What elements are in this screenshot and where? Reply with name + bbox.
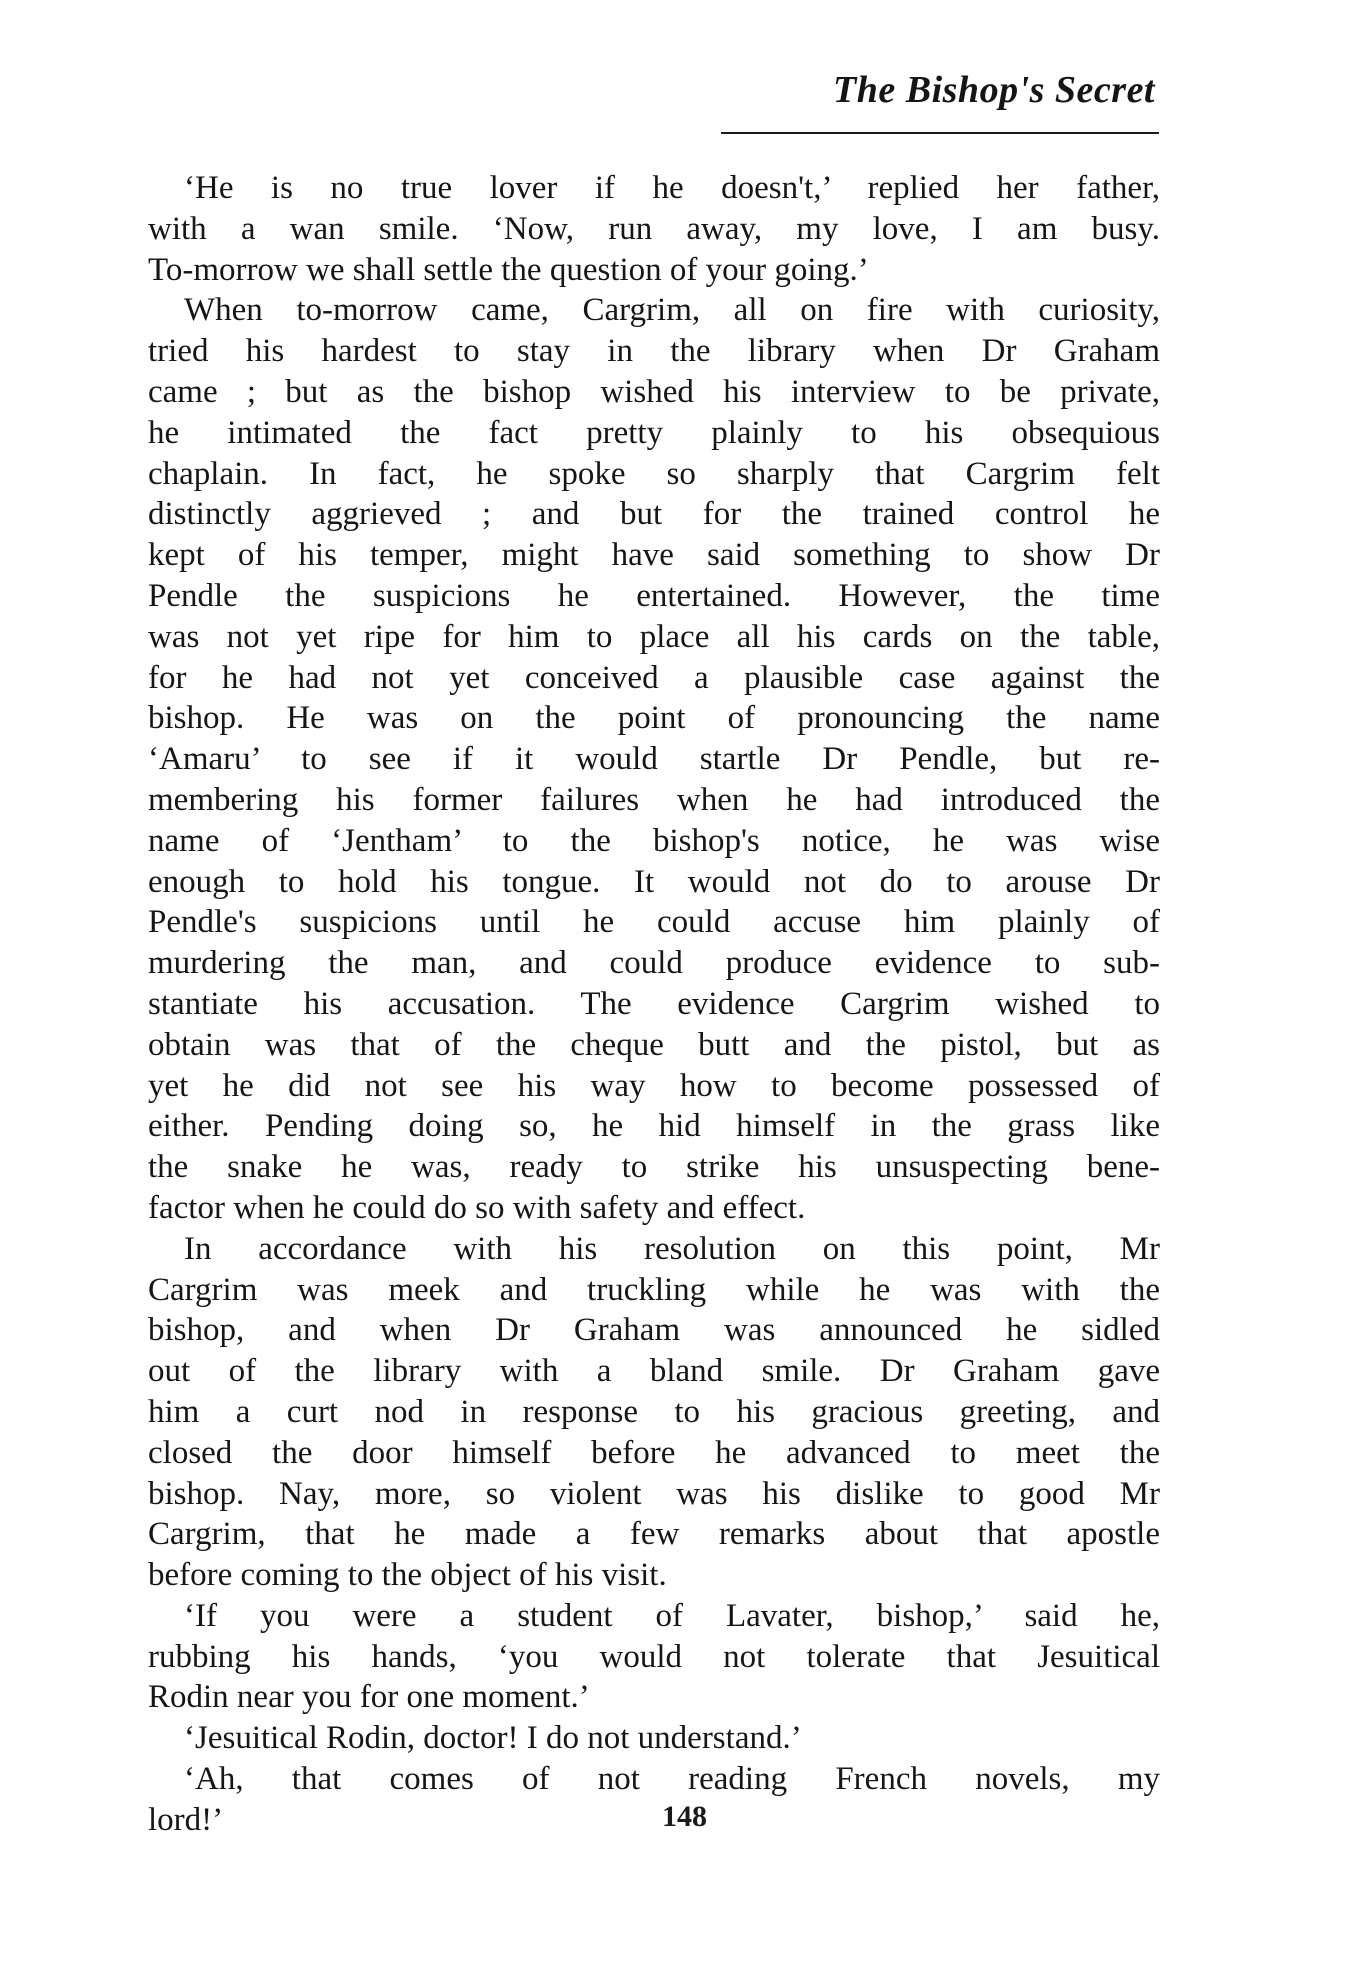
text-line: bishop, and when Dr Graham was announced he sidled <box>148 1312 1160 1349</box>
text-line: In accordance with his resolution on this point, Mr <box>184 1230 1160 1267</box>
text-line: ‘Jesuitical Rodin, doctor! I do not understand.’ <box>184 1720 802 1757</box>
text-line: rubbing his hands, ‘you would not tolerate that Jesuitical <box>148 1638 1160 1675</box>
text-line: Pendle's suspicions until he could accuse him plainly of <box>148 904 1160 941</box>
text-line: enough to hold his tongue. It would not do to arouse Dr <box>148 863 1160 900</box>
body-text <box>148 168 1160 1841</box>
text-line: the snake he was, ready to strike his unsuspecting bene- <box>148 1149 1160 1186</box>
text-line: membering his former failures when he had introduced the <box>148 781 1160 818</box>
text-line: he intimated the fact pretty plainly to his obsequious <box>148 414 1160 451</box>
text-line: bishop. He was on the point of pronouncing the name <box>148 700 1160 737</box>
text-line: with a wan smile. ‘Now, run away, my love, I am busy. <box>148 210 1160 247</box>
text-line: came ; but as the bishop wished his interview to be private, <box>148 373 1160 410</box>
text-line: for he had not yet conceived a plausible case against the <box>148 659 1160 696</box>
text-line: Pendle the suspicions he entertained. However, the time <box>148 577 1160 614</box>
text-line: stantiate his accusation. The evidence Cargrim wished to <box>148 985 1160 1022</box>
text-line: bishop. Nay, more, so violent was his dislike to good Mr <box>148 1475 1160 1512</box>
text-line: before coming to the object of his visit. <box>148 1557 667 1594</box>
text-line: name of ‘Jentham’ to the bishop's notice, he was wise <box>148 822 1160 859</box>
text-line: ‘He is no true lover if he doesn't,’ replied her father, <box>184 170 1160 206</box>
text-line: Rodin near you for one moment.’ <box>148 1679 590 1716</box>
text-line: obtain was that of the cheque butt and the pistol, but as <box>148 1026 1160 1063</box>
running-head-title: The Bishop's Secret <box>833 69 1155 111</box>
page-number: 148 <box>662 1800 707 1833</box>
text-line: murdering the man, and could produce evidence to sub- <box>148 945 1160 982</box>
text-line: ‘Ah, that comes of not reading French novels, my <box>184 1761 1160 1798</box>
text-line: chaplain. In fact, he spoke so sharply that Cargrim felt <box>148 455 1160 492</box>
text-line: ‘Amaru’ to see if it would startle Dr Pendle, but re- <box>148 741 1160 778</box>
text-line: yet he did not see his way how to become possessed of <box>148 1067 1160 1104</box>
text-line: factor when he could do so with safety and effect. <box>148 1189 806 1226</box>
header-rule <box>721 132 1159 134</box>
text-line: either. Pending doing so, he hid himself in the grass like <box>148 1108 1160 1145</box>
text-line: out of the library with a bland smile. Dr Graham gave <box>148 1353 1160 1390</box>
text-line: tried his hardest to stay in the library when Dr Graham <box>148 333 1160 370</box>
text-line: kept of his temper, might have said something to show Dr <box>148 537 1160 574</box>
text-line: distinctly aggrieved ; and but for the trained control he <box>148 496 1160 533</box>
text-line: him a curt nod in response to his gracious greeting, and <box>148 1393 1160 1430</box>
text-line: To-morrow we shall settle the question of your going.’ <box>148 251 869 288</box>
text-line: closed the door himself before he advanced to meet the <box>148 1434 1160 1471</box>
text-line: was not yet ripe for him to place all his cards on the table, <box>148 618 1160 655</box>
text-line: Cargrim was meek and truckling while he was with the <box>148 1271 1160 1308</box>
text-line: lord!’ <box>148 1801 224 1838</box>
text-line: When to-morrow came, Cargrim, all on fire with curiosity, <box>184 292 1160 329</box>
text-line: Cargrim, that he made a few remarks about that apostle <box>148 1516 1160 1553</box>
text-line: ‘If you were a student of Lavater, bishop,’ said he, <box>184 1597 1160 1634</box>
